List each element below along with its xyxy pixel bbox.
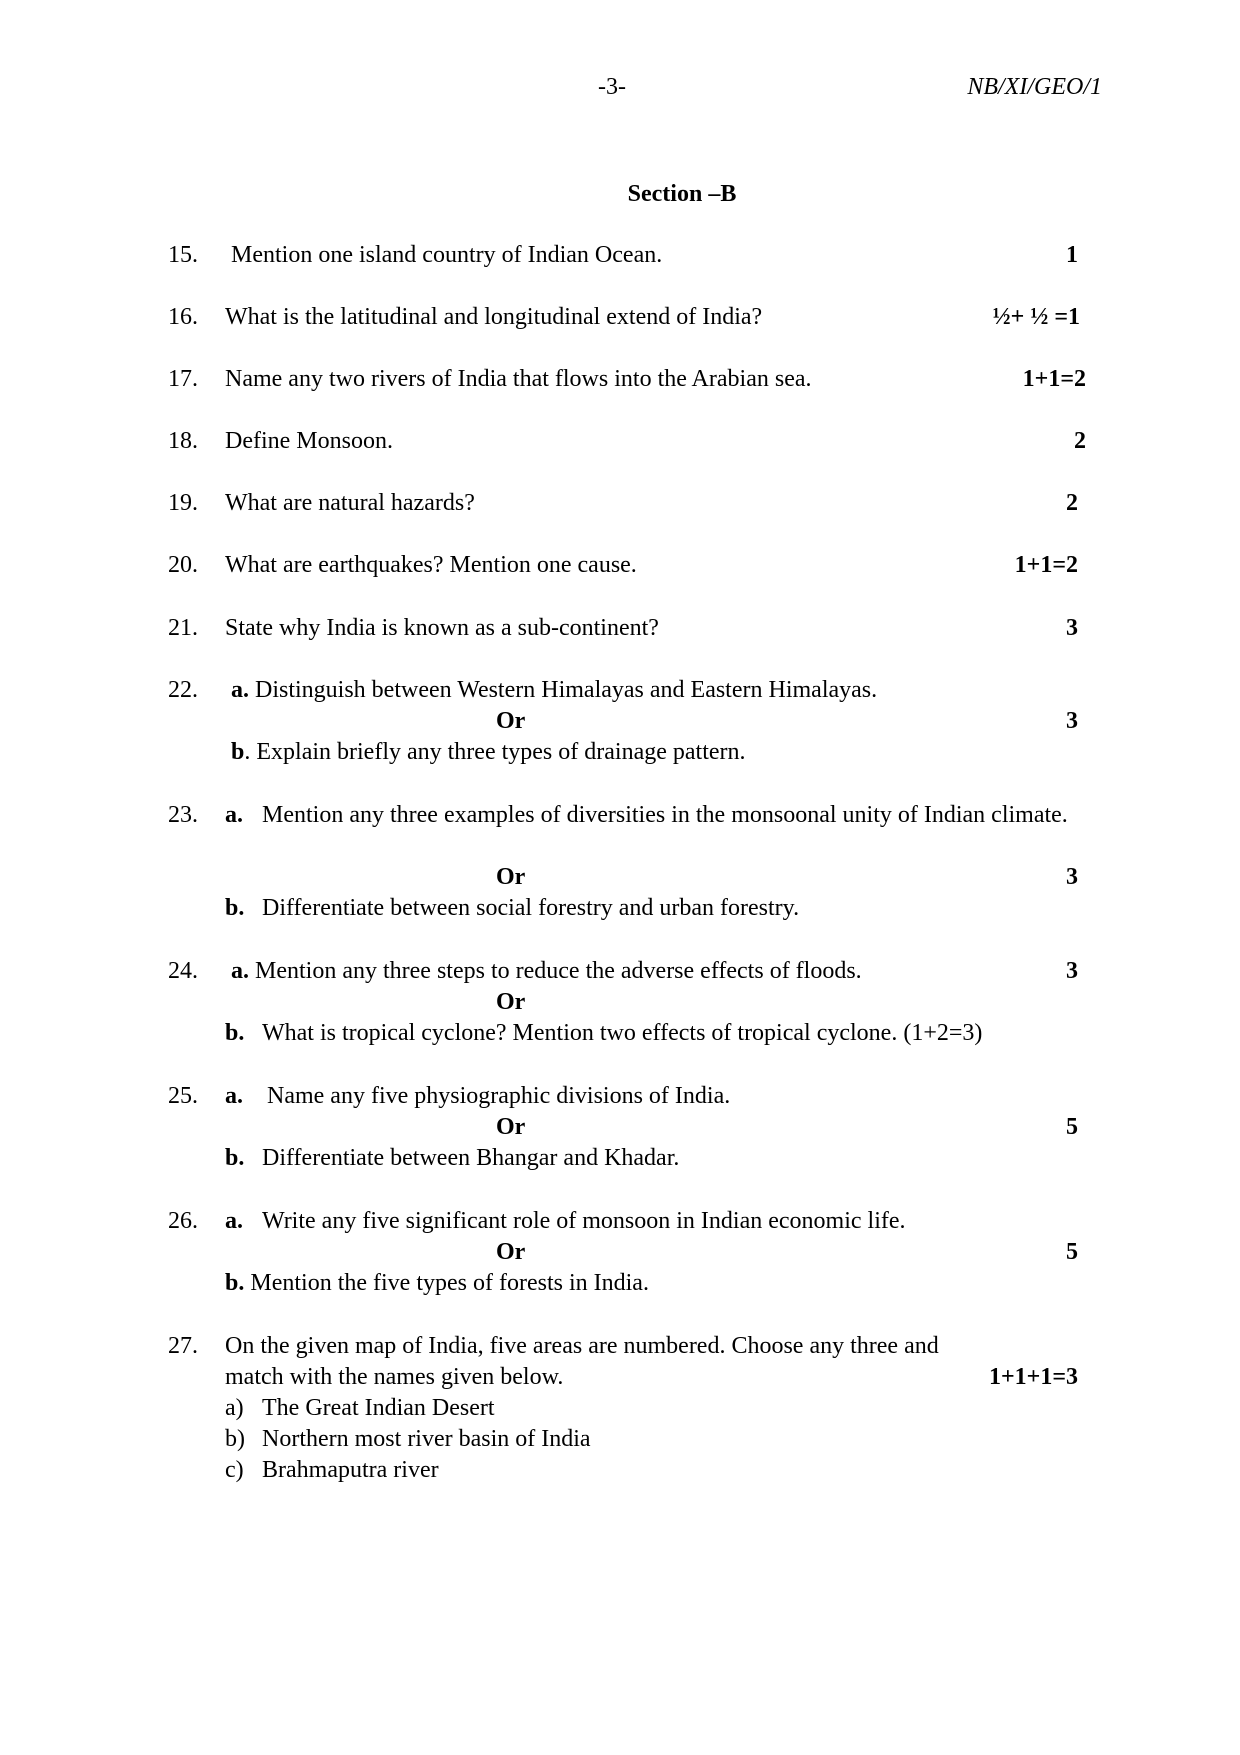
option-b [225, 1018, 1093, 1049]
question-23 [168, 800, 1083, 925]
question-number: 27. [168, 1333, 198, 1359]
option-text: The Great Indian Desert [262, 1395, 495, 1421]
question-marks: 3 [1066, 958, 1078, 984]
or-separator: Or [496, 1239, 526, 1265]
question-text: What are earthquakes? Mention one cause. [225, 552, 637, 578]
question-text: Name any two rivers of India that flows into the Arabian sea. [225, 366, 812, 392]
question-marks: 1+1+1=3 [988, 1364, 1078, 1390]
question-number: 15. [168, 242, 198, 268]
page-number: -3- [598, 74, 626, 100]
question-number: 19. [168, 490, 198, 516]
question-text: What is the latitudinal and longitudinal extend of India? [225, 304, 763, 330]
option-label: b. [225, 1270, 245, 1296]
option-a [231, 675, 1083, 706]
question-number: 17. [168, 366, 198, 392]
list-item [225, 1424, 1083, 1455]
option-a [225, 1081, 1083, 1112]
option-text: Brahmaputra river [262, 1457, 439, 1483]
option-label: b. [225, 1145, 245, 1171]
section-title: Section –B [627, 181, 737, 207]
option-text: Differentiate between social forestry and urban forestry. [262, 895, 800, 921]
option-label: a. [225, 802, 243, 828]
option-text: Differentiate between Bhangar and Khadar. [262, 1145, 680, 1171]
question-text: Define Monsoon. [225, 428, 393, 454]
option-b [225, 893, 1083, 924]
question-marks: 1 [1066, 242, 1078, 268]
option-label: b. [225, 1020, 245, 1046]
question-22 [168, 675, 1083, 770]
option-text: Mention the five types of forests in India. [250, 1270, 649, 1296]
option-label: a. [225, 1208, 243, 1234]
or-separator: Or [496, 1114, 526, 1140]
question-marks: 1+1=2 [1022, 366, 1086, 392]
option-label: b [231, 739, 245, 765]
section-heading [62, 181, 1240, 208]
question-marks: ½+ ½ =1 [992, 304, 1080, 330]
question-number: 21. [168, 615, 198, 641]
option-label: b. [225, 895, 245, 921]
paper-code: NB/XI/GEO/1 [967, 74, 1102, 100]
option-text: Northern most river basin of India [262, 1426, 591, 1452]
question-marks: 5 [1066, 1239, 1078, 1265]
question-number: 25. [168, 1083, 198, 1109]
option-text: Mention any three examples of diversities in the monsoonal unity of Indian climate. [262, 802, 1068, 828]
option-a [225, 1206, 1083, 1237]
question-27 [168, 1331, 1083, 1491]
or-separator: Or [496, 989, 526, 1015]
question-marks: 2 [1074, 428, 1086, 454]
question-24 [168, 956, 1083, 1051]
question-marks: 1+1=2 [1014, 552, 1078, 578]
question-number: 22. [168, 677, 198, 703]
option-label: a. [231, 958, 249, 984]
option-text: Name any five physiographic divisions of India. [267, 1083, 731, 1109]
question-marks: 3 [1066, 615, 1078, 641]
question-number: 16. [168, 304, 198, 330]
list-item [225, 1393, 1083, 1424]
option-label: a) [225, 1395, 244, 1421]
or-separator: Or [496, 864, 526, 890]
option-text: What is tropical cyclone? Mention two effects of tropical cyclone. (1+2=3) [262, 1020, 983, 1046]
option-text: Mention any three steps to reduce the adverse effects of floods. [255, 958, 862, 984]
question-text: Mention one island country of Indian Ocean. [231, 242, 663, 268]
option-a [231, 956, 1083, 987]
option-label: b) [225, 1426, 245, 1452]
or-separator: Or [496, 708, 526, 734]
question-number: 24. [168, 958, 198, 984]
question-marks: 5 [1066, 1114, 1078, 1140]
question-text-line-2: match with the names given below. [225, 1364, 564, 1390]
list-item [225, 1455, 1083, 1486]
option-label: a. [231, 677, 249, 703]
question-number: 23. [168, 802, 198, 828]
option-text: Write any five significant role of monsoon in Indian economic life. [262, 1208, 906, 1234]
option-text: Distinguish between Western Himalayas and Eastern Himalayas. [255, 677, 878, 703]
option-label: c) [225, 1457, 244, 1483]
option-b [225, 1143, 1083, 1174]
question-number: 26. [168, 1208, 198, 1234]
question-marks: 3 [1066, 708, 1078, 734]
question-25 [168, 1081, 1083, 1176]
question-number: 20. [168, 552, 198, 578]
question-text: State why India is known as a sub-continent? [225, 615, 659, 641]
question-26 [168, 1206, 1083, 1301]
option-b [225, 1268, 1083, 1299]
question-marks: 3 [1066, 864, 1078, 890]
question-text: What are natural hazards? [225, 490, 475, 516]
question-number: 18. [168, 428, 198, 454]
option-text: . Explain briefly any three types of drainage pattern. [244, 739, 746, 765]
option-a [225, 800, 1122, 831]
question-text-line-1: On the given map of India, five areas are numbered. Choose any three and [225, 1333, 939, 1359]
question-marks: 2 [1066, 490, 1078, 516]
option-b [231, 737, 1083, 768]
option-label: a. [225, 1083, 243, 1109]
